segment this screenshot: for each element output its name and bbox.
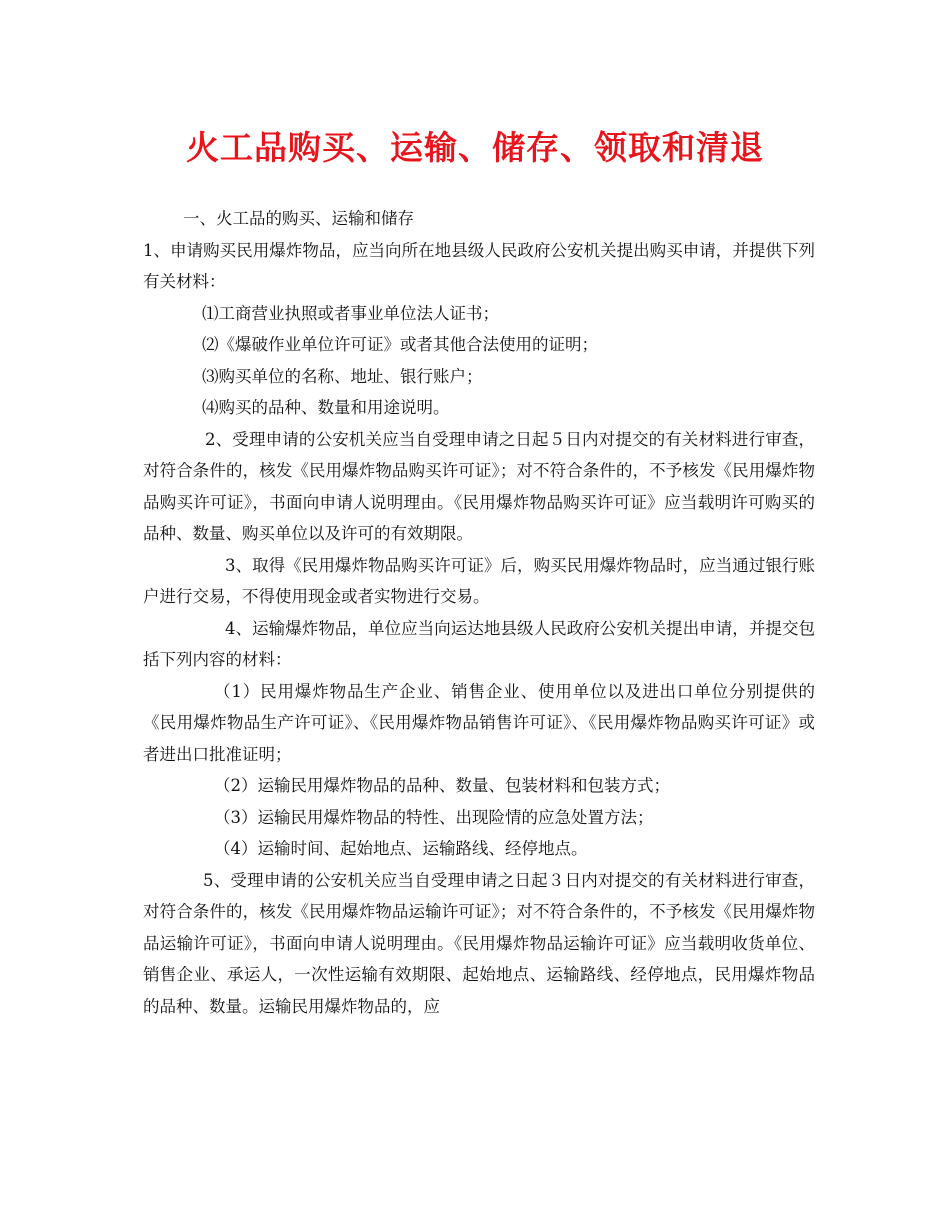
list-item: ⑵《爆破作业单位许可证》或者其他合法使用的证明； [202,335,598,354]
paragraph-item-4: 4、运输爆炸物品，单位应当向运达地县级人民政府公安机关提出申请，并提交包括下列内容的材料： [143,618,815,669]
paragraph-item-5: 5、受理申请的公安机关应当自受理申请之日起３日内对提交的有关材料进行审查，对符合条件的，核发《民用爆炸物品运输许可证》；对不符合条件的，不予核发《民用爆炸物品运输许可证》，书面向申请人说明理由。《民用爆炸物品运输许可证》应当载明收货单位、销售企业、承运人，一次性运输有效期限、起始地点、运输路线、经停地点，民用爆炸物品的品种、数量。运输民用爆炸物品的，应 [143,870,815,1016]
section-heading: 一、火工品的购买、运输和储存 [183,209,414,228]
paragraph-item-1: 1、申请购买民用爆炸物品，应当向所在地县级人民政府公安机关提出购买申请，并提供下列有关材料： [143,240,815,291]
list-item: ⑴工商营业执照或者事业单位法人证书； [202,303,499,323]
document-body [143,203,815,1022]
paragraph-item-3: 3、取得《民用爆炸物品购买许可证》后，购买民用爆炸物品时，应当通过银行账户进行交易，不得使用现金或者实物进行交易。 [143,555,815,606]
list-item: ⑷购买的品种、数量和用途说明。 [202,398,450,417]
document-title: 火工品购买、运输、储存、领取和清退 [186,128,764,167]
paragraph-item-2: 2、受理申请的公安机关应当自受理申请之日起５日内对提交的有关材料进行审查，对符合条件的，核发《民用爆炸物品购买许可证》；对不符合条件的，不予核发《民用爆炸物品购买许可证》，书面向申请人说明理由。《民用爆炸物品购买许可证》应当载明许可购买的品种、数量、购买单位以及许可的有效期限。 [143,429,815,543]
list-item: （4）运输时间、起始地点、运输路线、经停地点。 [214,839,588,858]
list-item: （3）运输民用爆炸物品的特性、出现险情的应急处置方法； [214,807,654,827]
list-item: （2）运输民用爆炸物品的品种、数量、包装材料和包装方式； [214,776,670,795]
list-item: （1）民用爆炸物品生产企业、销售企业、使用单位以及进出口单位分别提供的《民用爆炸物品生产许可证》、《民用爆炸物品销售许可证》、《民用爆炸物品购买许可证》或者进出口批准证明； [143,681,815,764]
list-item: ⑶购买单位的名称、地址、银行账户； [202,366,483,386]
